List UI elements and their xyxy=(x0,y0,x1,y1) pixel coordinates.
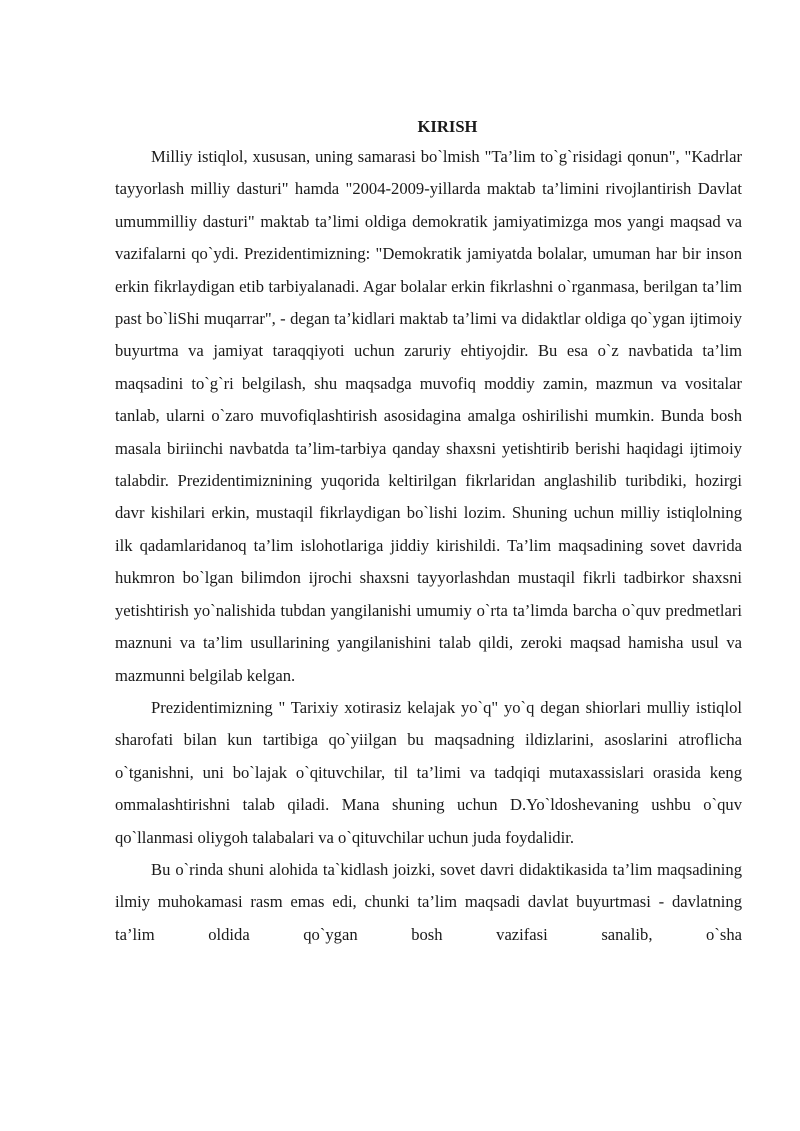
page-title: KIRISH xyxy=(417,117,478,136)
paragraph-1: Milliy istiqlol, xususan, uning samarasi bo`lmish "Ta’lim to`g`risidagi qonun", "Kadrlar tayyorlash milliy dasturi" hamda "2004-2009-yillarda maktab ta’limini rivojlantirish Davlat umummilliy dasturi" maktab ta’limi oldiga demokratik jamiyatimizga mos yangi maqsad va vazifalarni qo`ydi. Prezidentimizning: "Demokratik jamiyatda bolalar, umuman har bir inson erkin fikrlaydigan etib tarbiyalanadi. Agar bolalar erkin fikrlashni o`rganmasa, berilgan ta’lim past bo`liShi muqarrar", - degan ta’kidlari maktab ta’limi va didaktlar oldiga qo`ygan ijtimoiy buyurtma va jamiyat taraqqiyoti uchun zaruriy ehtiyojdir. Bu esa o`z navbatida ta’lim maqsadini to`g`ri belgilash, shu maqsadga muvofiq moddiy zamin, mazmun va vositalar tanlab, ularni o`zaro muvofiqlashtirish asosidagina amalga oshirilishi mumkin. Bunda bosh masala biriinchi navbatda ta’lim-tarbiya qanday shaxsni yetishtirib berishi haqidagi ijtimoiy talabdir. Prezidentimiznining yuqorida keltirilgan fikrlaridan anglashilib turibdiki, hozirgi davr kishilari erkin, mustaqil fikrlaydigan bo`lishi lozim. Shuning uchun milliy istiqlolning ilk qadamlaridanoq ta’lim islohotlariga jiddiy kirishildi. Ta’lim maqsadining sovet davrida hukmron bo`lgan bilimdon ijrochi shaxsni tayyorlashdan mustaqil fikrli tadbirkor shaxsni yetishtirish yo`nalishida tubdan yangilanishi umumiy o`rta ta’limda barcha o`quv predmetlari maznuni va ta’lim usullarining yangilanishini talab qildi, zeroki maqsad hamisha usul va mazmunni belgilab kelgan. xyxy=(115,147,742,685)
paragraph-3: Bu o`rinda shuni alohida ta`kidlash joizki, sovet davri didaktikasida ta’lim maqsadining ilmiy muhokamasi rasm emas edi, chunki ta’lim maqsadi davlat buyurtmasi - davlatning ta’lim oldida qo`ygan bosh vazifasi sanalib, o`sha xyxy=(115,859,742,944)
paragraph-2: Prezidentimizning " Tarixiy xotirasiz kelajak yo`q" yo`q degan shiorlari mulliy istiqlol sharofati bilan kun tartibiga qo`yiilgan bu maqsadning ildizlarini, asoslarini atroflicha o`tganishni, uni bo`lajak o`qituvchilar, til ta’limi va tadqiqi mutaxassislari orasida keng ommalashtirishni talab qiladi. Mana shuning uchun D.Yo`ldoshevaning ushbu o`quv qo`llanmasi oliygoh talabalari va o`qituvchilar uchun juda foydalidir. xyxy=(115,697,742,847)
document-body xyxy=(115,113,742,951)
